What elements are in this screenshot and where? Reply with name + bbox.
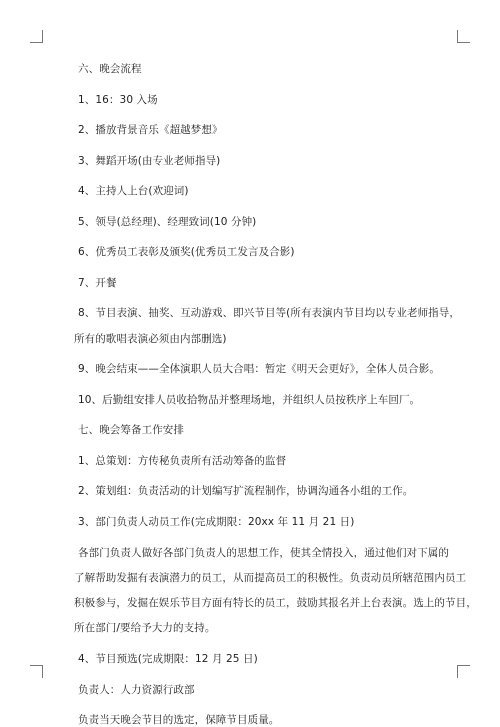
prep-item-3: 3、部门负责人动员工作(完成期限：20xx 年 11 月 21 日) (78, 516, 355, 528)
flow-item-2: 2、播放背景音乐《超越梦想》 (78, 124, 223, 136)
flow-item-7: 7、开餐 (78, 277, 117, 289)
flow-item-4: 4、主持人上台(欢迎词) (78, 185, 189, 197)
prep-item-1: 1、总策划：方传秘负责所有活动筹备的监督 (78, 455, 287, 467)
flow-item-10: 10、后勤组安排人员收拾物品并整理场地，并组织人员按秩序上车回厂。 (78, 394, 421, 406)
paragraph-line-2: 了解帮助发掘有表演潜力的员工，从而提高员工的积极性。负责动员所辖范围内员工 (74, 572, 467, 584)
flow-item-8: 8、节目表演、抽奖、互动游戏、即兴节目等(所有表演内节目均以专业老师指导， (78, 307, 460, 319)
crop-mark-top-left (30, 30, 43, 43)
section-heading-preparation: 七、晚会筹备工作安排 (78, 424, 184, 436)
crop-mark-bottom-left (30, 665, 43, 678)
paragraph-line-4: 所在部门/要给予大力的支持。 (74, 622, 216, 634)
flow-item-9: 9、晚会结束——全体演职人员大合唱：暂定《明天会更好》，全体人员合影。 (78, 363, 440, 375)
flow-item-5: 5、领导(总经理)、经理致词(10 分钟) (78, 216, 257, 228)
paragraph-line-1: 各部门负责人做好各部门负责人的思想工作，使其全情投入，通过他们对下属的 (78, 547, 449, 559)
paragraph-line-3: 积极参与，发掘在娱乐节目方面有特长的员工，鼓励其报名并上台表演。选上的节目， (74, 597, 477, 609)
crop-mark-bottom-right (457, 665, 470, 678)
responsible-person: 负责人：人力资源行政部 (78, 684, 195, 696)
prep-item-2: 2、策划组：负责活动的计划编写扩流程制作，协调沟通各小组的工作。 (78, 485, 414, 497)
crop-mark-top-right (457, 30, 470, 43)
flow-item-6: 6、优秀员工表彰及颁奖(优秀员工发言及合影) (78, 246, 295, 258)
flow-item-3: 3、舞蹈开场(由专业老师指导) (78, 155, 221, 167)
flow-item-1: 1、16：30 入场 (78, 94, 158, 106)
section-heading-evening-flow: 六、晚会流程 (78, 63, 142, 75)
responsibility-description: 负责当天晚会节目的选定，保障节目质量。 (78, 714, 280, 726)
prep-item-4: 4、节目预选(完成期限：12 月 25 日) (78, 653, 258, 665)
flow-item-8-continued: 所有的歌唱表演必须由内部删选) (74, 333, 227, 345)
